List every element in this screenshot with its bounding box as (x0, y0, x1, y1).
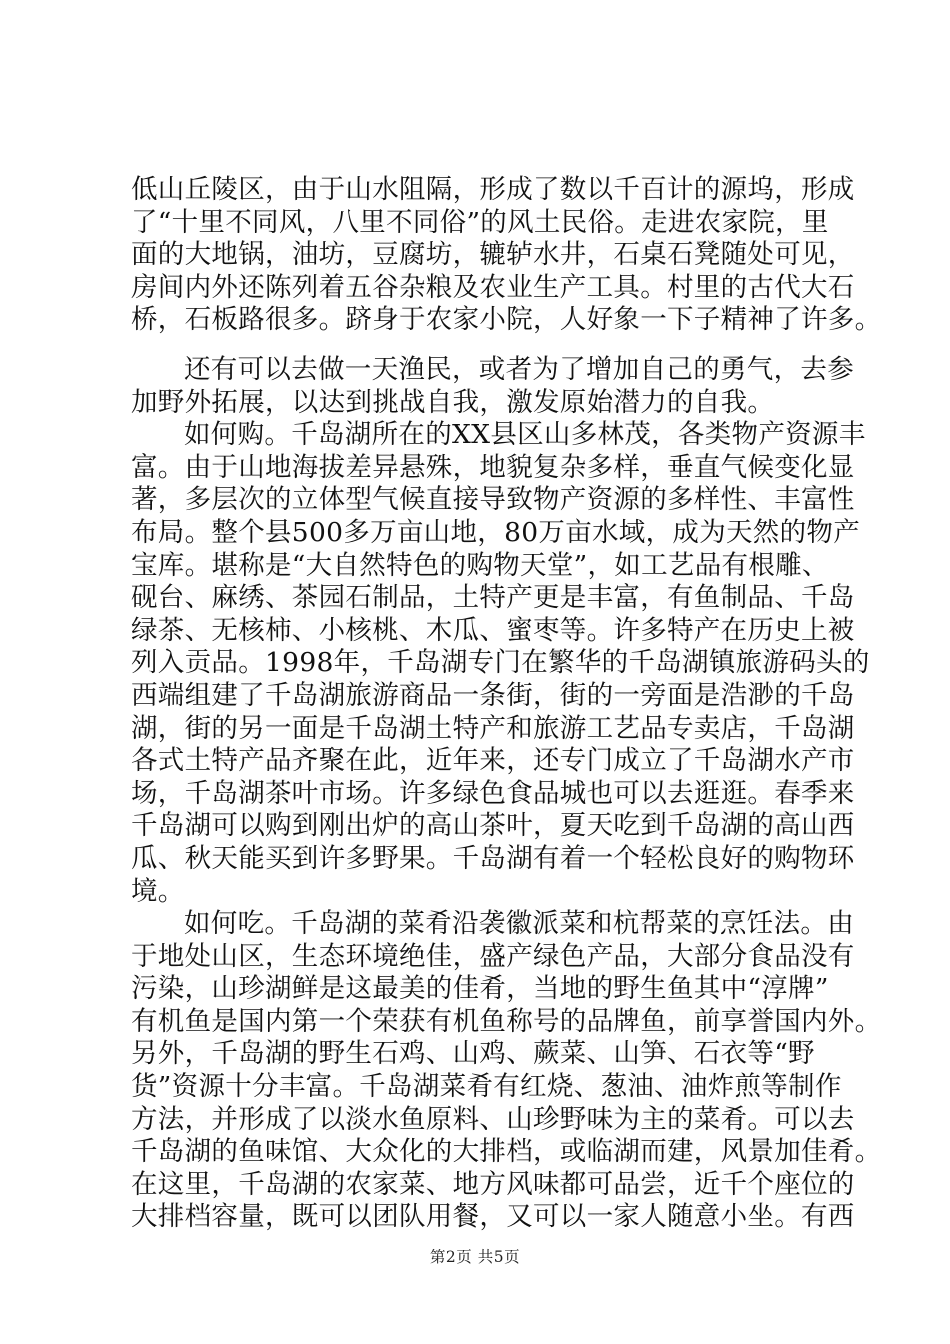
text-line: 方法，并形成了以淡水鱼原料、山珍野味为主的菜肴。可以去 (131, 1103, 855, 1135)
text-line: 西端组建了千岛湖旅游商品一条街，街的一旁面是浩渺的千岛 (131, 679, 855, 711)
text-line: 境。 (131, 875, 185, 907)
paragraph-rural-life (131, 174, 882, 337)
text-line: 在这里，千岛湖的农家菜、地方风味都可品尝，近千个座位的 (131, 1168, 855, 1200)
text-line: 宝库。堪称是“大自然特色的购物天堂”，如工艺品有根雕、 (131, 549, 829, 581)
text-line: 另外，千岛湖的野生石鸡、山鸡、蕨菜、山笋、石衣等“野 (131, 1038, 815, 1070)
text-line: 砚台、麻绣、茶园石制品，土特产更是丰富，有鱼制品、千岛 (131, 582, 855, 614)
text-line: 房间内外还陈列着五谷杂粮及农业生产工具。村里的古代大石 (131, 271, 855, 303)
text-line: 各式土特产品齐聚在此，近年来，还专门成立了千岛湖水产市 (131, 745, 855, 777)
paragraph-dining (131, 908, 882, 1234)
text-line: 还有可以去做一天渔民，或者为了增加自己的勇气，去参 (184, 354, 854, 385)
text-line: 了“十里不同风，八里不同俗”的风土民俗。走进农家院，里 (131, 206, 829, 238)
text-line: 有机鱼是国内第一个荣获有机鱼称号的品牌鱼，前享誉国内外。 (131, 1005, 882, 1037)
text-line: 面的大地锅，油坊，豆腐坊，辘轳水井，石桌石凳随处可见， (131, 239, 855, 271)
text-line: 大排档容量，既可以团队用餐，又可以一家人随意小坐。有西 (131, 1201, 855, 1233)
text-line: 货”资源十分丰富。千岛湖菜肴有红烧、葱油、油炸煎等制作 (131, 1071, 842, 1103)
text-line: 污染，山珍湖鲜是这最美的佳肴，当地的野生鱼其中“淳牌” (131, 973, 829, 1005)
body-text (131, 354, 882, 1234)
text-line: 千岛湖的鱼味馆、大众化的大排档，或临湖而建，风景加佳肴。 (131, 1136, 882, 1168)
page-number-footer: 第2页 共5页 (429, 1248, 521, 1266)
text-line: 列入贡品。1998年，千岛湖专门在繁华的千岛湖镇旅游码头的 (131, 647, 870, 679)
text-line: 布局。整个县500多万亩山地，80万亩水域，成为天然的物产 (131, 516, 860, 548)
text-line: 绿茶、无核柿、小核桃、木瓜、蜜枣等。许多特产在历史上被 (131, 614, 855, 646)
text-line: 如何购。千岛湖所在的XX县区山多林茂，各类物产资源丰 (184, 419, 866, 451)
text-line: 于地处山区，生态环境绝佳，盛产绿色产品，大部分食品没有 (131, 940, 855, 972)
paragraph-fisherman (131, 354, 854, 419)
text-line: 加野外拓展，以达到挑战自我，激发原始潜力的自我。 (131, 386, 775, 418)
text-line: 富。由于山地海拔差异悬殊，地貌复杂多样，垂直气候变化显 (131, 451, 855, 483)
text-line: 场，千岛湖茶叶市场。许多绿色食品城也可以去逛逛。春季来 (131, 777, 855, 809)
text-line: 低山丘陵区，由于山水阻隔，形成了数以千百计的源坞，形成 (131, 174, 855, 205)
text-line: 瓜、秋天能买到许多野果。千岛湖有着一个轻松良好的购物环 (131, 842, 855, 874)
text-line: 如何吃。千岛湖的菜肴沿袭徽派菜和杭帮菜的烹饪法。由 (184, 908, 854, 940)
text-line: 千岛湖可以购到刚出炉的高山茶叶，夏天吃到千岛湖的高山西 (131, 810, 855, 842)
text-line: 桥，石板路很多。跻身于农家小院，人好象一下子精神了许多。 (131, 304, 882, 336)
paragraph-shopping (131, 419, 870, 908)
text-line: 湖，街的另一面是千岛湖土特产和旅游工艺品专卖店，千岛湖 (131, 712, 855, 744)
text-line: 著，多层次的立体型气候直接导致物产资源的多样性、丰富性 (131, 484, 855, 516)
